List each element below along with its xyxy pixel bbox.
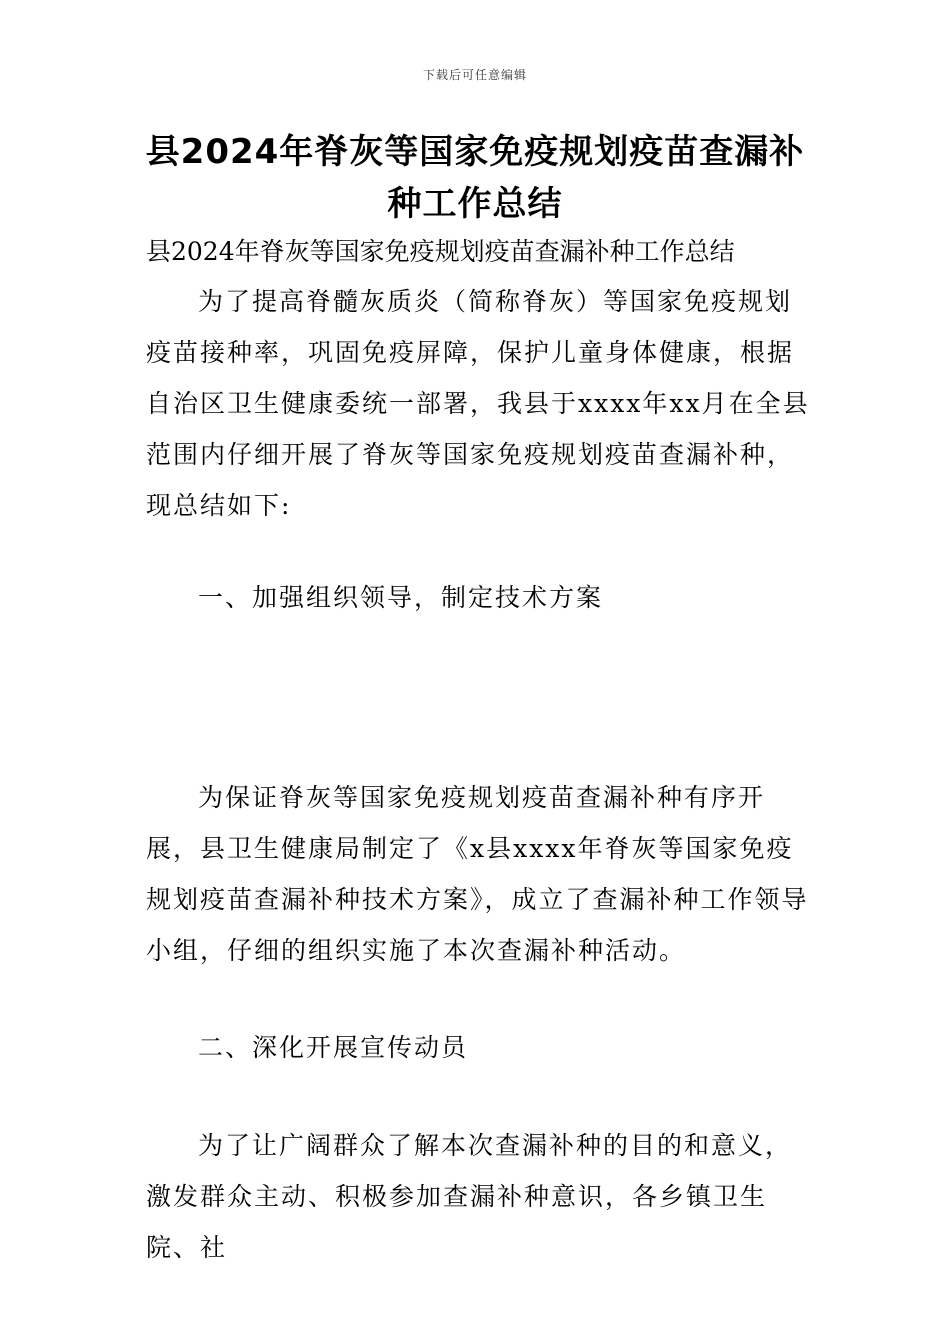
section-heading-2: 二、深化开展宣传动员: [198, 1033, 469, 1062]
document-subtitle: 县2024年脊灰等国家免疫规划疫苗查漏补种工作总结: [146, 237, 735, 266]
page-header-note: 下载后可任意编辑: [422, 68, 527, 82]
section-heading-1: 一、加强组织领导，制定技术方案: [198, 583, 604, 612]
document-title: 县2024年脊灰等国家免疫规划疫苗查漏补种工作总结: [145, 132, 805, 224]
paragraph-intro: 为了提高脊髓灰质炎（简称脊灰）等国家免疫规划疫苗接种率，巩固免疫屏障，保护儿童身体健康，根据自治区卫生健康委统一部署，我县于xxxx年xx月在全县范围内仔细开展了脊灰等国家免疫规划疫苗查漏补种，现总结如下:: [146, 287, 810, 520]
paragraph-section-2: 为了让广阔群众了解本次查漏补种的目的和意义，激发群众主动、积极参加查漏补种意识，各乡镇卫生院、社: [146, 1131, 793, 1262]
paragraph-section-1: 为保证脊灰等国家免疫规划疫苗查漏补种有序开展，县卫生健康局制定了《x县xxxx年脊灰等国家免疫规划疫苗查漏补种技术方案》，成立了查漏补种工作领导小组，仔细的组织实施了本次查漏补种活动。: [146, 783, 809, 965]
